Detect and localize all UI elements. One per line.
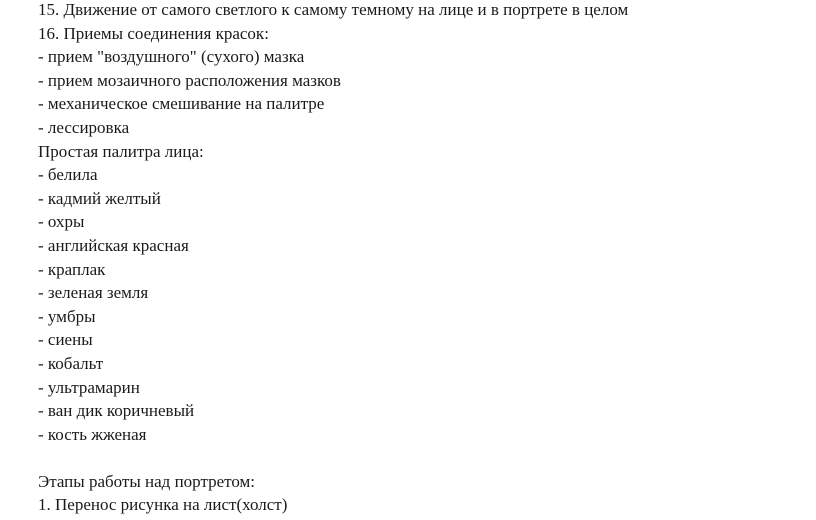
- palette-item-ultramarine: - ультрамарин: [38, 377, 140, 397]
- palette-item-van-dyke-brown: - ван дик коричневый: [38, 401, 195, 421]
- palette-item-kraplak: - краплак: [38, 259, 106, 279]
- palette-item-cobalt: - кобальт: [38, 353, 104, 373]
- stage-1-transfer-drawing: 1. Перенос рисунка на лист(холст): [38, 495, 288, 515]
- face-palette-heading: Простая палитра лица:: [38, 141, 204, 161]
- technique-mosaic-strokes: - прием мозаичного расположения мазков: [38, 70, 341, 90]
- technique-dry-stroke: - прием "воздушного" (сухого) мазка: [38, 47, 305, 67]
- palette-item-cadmium-yellow: - кадмий желтый: [38, 188, 161, 208]
- palette-item-ochres: - охры: [38, 212, 85, 232]
- palette-item-bone-black: - кость жженая: [38, 424, 147, 444]
- palette-item-english-red: - английская красная: [38, 235, 189, 255]
- technique-glazing: - лессировка: [38, 117, 130, 137]
- palette-item-white: - белила: [38, 165, 98, 185]
- palette-item-umbers: - умбры: [38, 306, 96, 326]
- portrait-stages-heading: Этапы работы над портретом:: [38, 471, 255, 491]
- technique-palette-mixing: - механическое смешивание на палитре: [38, 94, 325, 114]
- palette-item-green-earth: - зеленая земля: [38, 283, 149, 303]
- item-16-paint-joining-techniques: 16. Приемы соединения красок:: [38, 23, 269, 43]
- palette-item-siennas: - сиены: [38, 330, 93, 350]
- blank-line: [38, 446, 808, 470]
- item-15-movement-light-to-dark: 15. Движение от самого светлого к самому темному на лице и в портрете в целом: [38, 0, 629, 19]
- document-body: [38, 0, 808, 517]
